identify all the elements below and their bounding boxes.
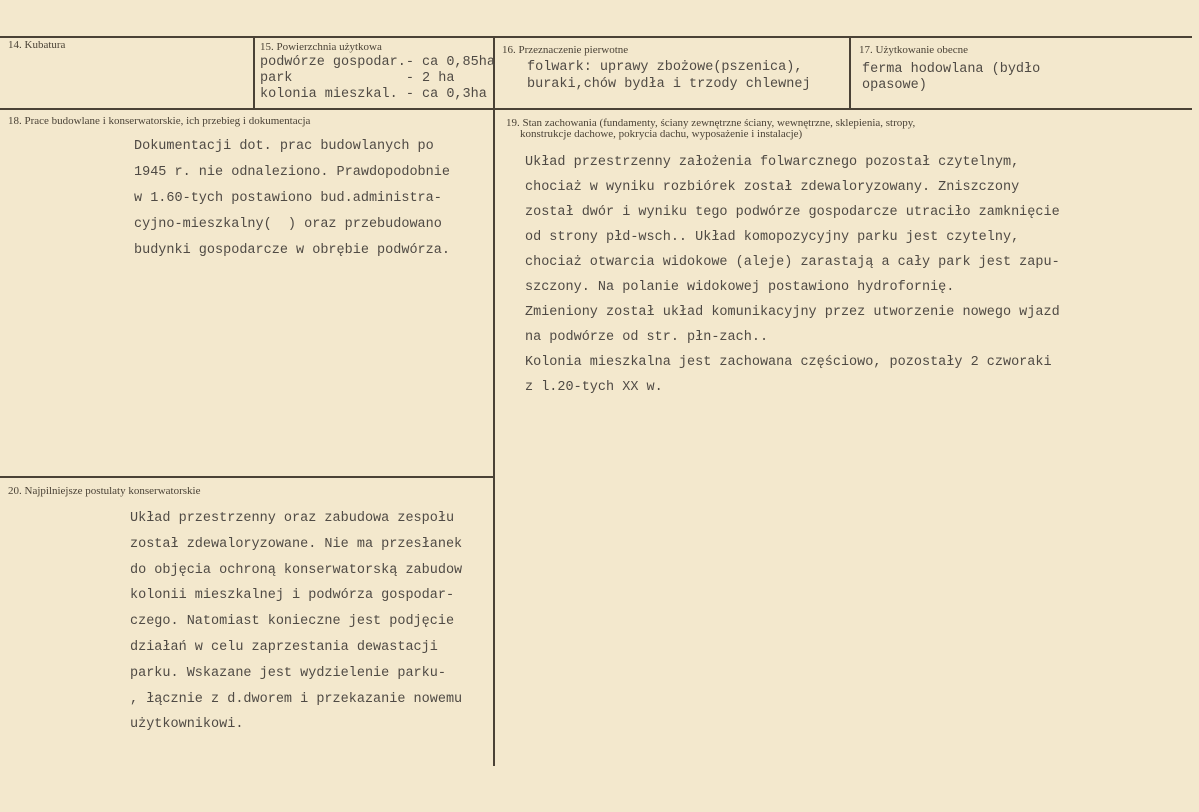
field-20-line: do objęcia ochroną konserwatorską zabudow xyxy=(130,562,463,578)
field-19-line: Zmieniony został układ komunikacyjny przez utworzenie nowego wjazd xyxy=(525,305,1060,320)
field-19-line: Układ przestrzenny założenia folwarcznego pozostał czytelnym, xyxy=(525,155,1020,170)
field-18-line: Dokumentacji dot. prac budowlanych po xyxy=(134,139,434,154)
field-20-line: parku. Wskazane jest wydzielenie parku- xyxy=(130,665,446,681)
row2-divider-rule xyxy=(0,476,493,478)
field-20-value xyxy=(130,506,462,738)
field-16-label: 16. Przeznaczenie pierwotne xyxy=(502,44,629,56)
field-19-line: od strony płd-wsch.. Układ komopozycyjny parku jest czytelny, xyxy=(525,230,1020,245)
field-19-label-cont: konstrukcje dachowe, pokrycia dachu, wyposażenie i instalacje) xyxy=(520,128,803,140)
field-18-label: 18. Prace budowlane i konserwatorskie, ich przebieg i dokumentacja xyxy=(8,115,311,127)
field-16-value xyxy=(527,59,811,93)
field-14-label: 14. Kubatura xyxy=(8,39,66,51)
field-20-line: , łącznie z d.dworem i przekazanie nowemu xyxy=(130,691,463,707)
field-15-line: kolonia mieszkal. - ca 0,3ha xyxy=(260,87,487,102)
divider-16-17 xyxy=(849,36,851,108)
field-19-line: chociaż otwarcia widokowe (aleje) zarastają a cały park jest zapu- xyxy=(525,255,1060,270)
field-20-line: działań w celu zaprzestania dewastacji xyxy=(130,639,438,655)
divider-14-15 xyxy=(253,36,255,108)
field-19-value xyxy=(525,150,1060,400)
row1-bottom-rule xyxy=(0,108,1192,110)
field-19-line: został dwór i wyniku tego podwórze gospodarcze utraciło zamknięcie xyxy=(525,205,1060,220)
field-19-line: z l.20-tych XX w. xyxy=(525,380,663,395)
field-20-line: Układ przestrzenny oraz zabudowa zespołu xyxy=(130,511,455,526)
field-16-line: buraki,chów bydła i trzody chlewnej xyxy=(527,77,811,92)
field-19-line: Kolonia mieszkalna jest zachowana częściowo, pozostały 2 czworaki xyxy=(525,355,1052,370)
field-15-label: 15. Powierzchnia użytkowa xyxy=(260,41,382,53)
field-16-line: folwark: uprawy zbożowe(pszenica), xyxy=(527,60,803,75)
field-15-value xyxy=(260,55,495,103)
field-17-label: 17. Użytkowanie obecne xyxy=(859,44,969,56)
field-20-line: kolonii mieszkalnej i podwórza gospodar- xyxy=(130,588,455,604)
field-15-line: park - 2 ha xyxy=(260,71,455,86)
top-rule xyxy=(0,36,1192,38)
field-17-value xyxy=(862,62,1040,94)
field-17-line: ferma hodowlana (bydło xyxy=(862,62,1041,77)
field-20-line: czego. Natomiast konieczne jest podjęcie xyxy=(130,614,455,630)
field-19-line: na podwórze od str. płn-zach.. xyxy=(525,330,769,345)
field-17-line: opasowe) xyxy=(862,78,927,93)
field-15-line: podwórze gospodar.- ca 0,85ha xyxy=(260,55,495,70)
field-18-line: budynki gospodarcze w obrębie podwórza. xyxy=(134,243,450,258)
divider-15-16 xyxy=(493,36,495,766)
field-18-line: w 1.60-tych postawiono bud.administra- xyxy=(134,191,442,206)
field-19-line: chociaż w wyniku rozbiórek został zdewaloryzowany. Zniszczony xyxy=(525,180,1020,195)
field-18-line: 1945 r. nie odnaleziono. Prawdopodobnie xyxy=(134,165,450,180)
field-19-line: szczony. Na polanie widokowej postawiono hydrofornię. xyxy=(525,280,955,295)
field-19-label: 19. Stan zachowania (fundamenty, ściany zewnętrzne ściany, wewnętrzne, sklepienia, stropy, xyxy=(506,117,916,129)
field-20-line: użytkownikowi. xyxy=(130,717,244,733)
field-18-value xyxy=(134,134,450,264)
field-20-label: 20. Najpilniejsze postulaty konserwatorskie xyxy=(8,485,201,497)
field-18-line: cyjno-mieszkalny( ) oraz przebudowano xyxy=(134,217,442,232)
field-20-line: został zdewaloryzowane. Nie ma przesłanek xyxy=(130,536,463,552)
